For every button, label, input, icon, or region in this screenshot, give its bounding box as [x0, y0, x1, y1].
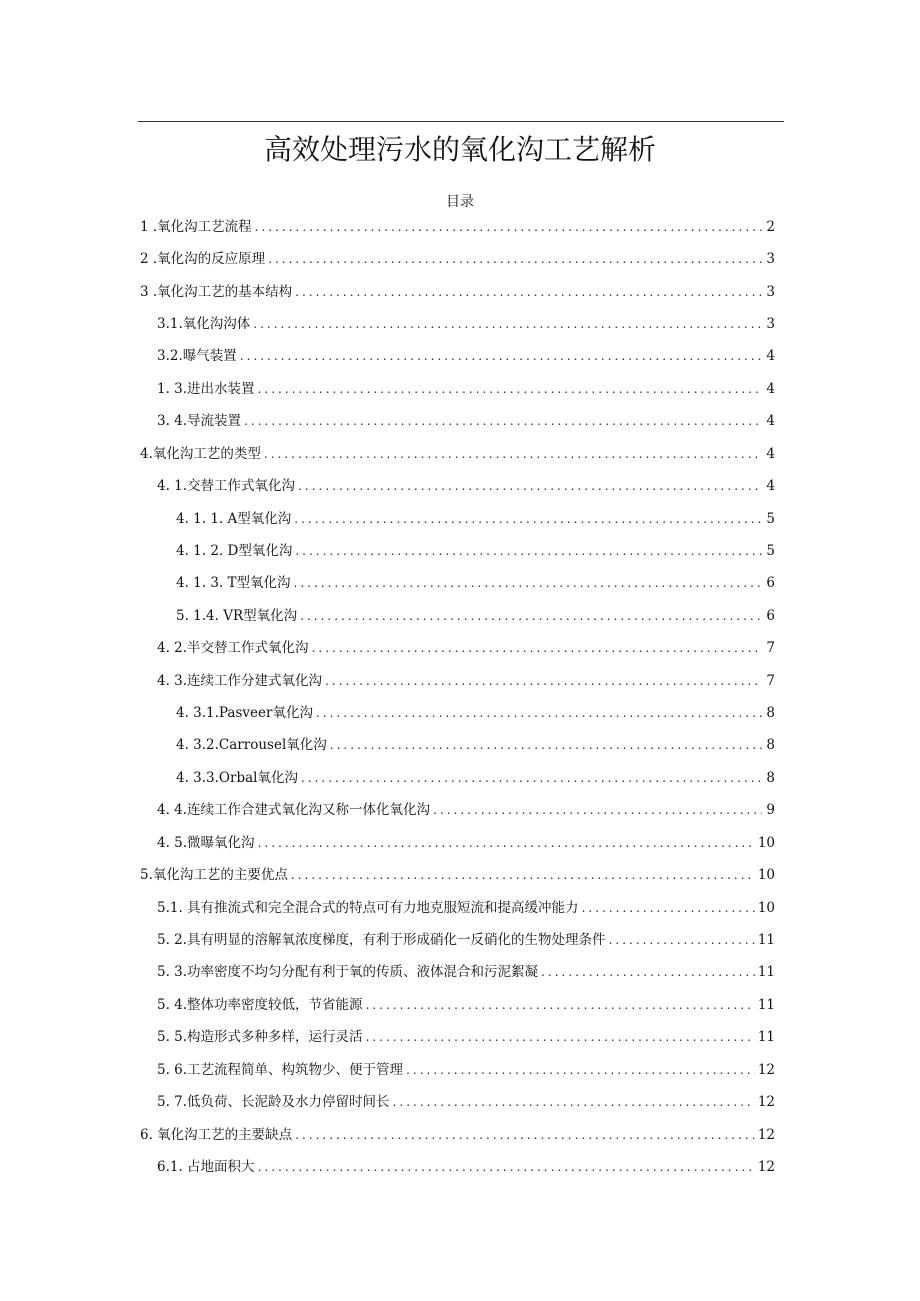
toc-entry-label: 4. 2.半交替工作式氧化沟 [157, 640, 309, 656]
toc-entry[interactable] [140, 863, 775, 887]
toc-entry-label: 4. 1. 1. A型氧化沟 [176, 511, 292, 527]
toc-entry-page: 9 [766, 802, 775, 818]
toc-entry-page: 4 [766, 348, 775, 364]
toc-leader-dots [295, 539, 762, 563]
toc-entry-page: 12 [757, 1127, 775, 1143]
toc-entry-page: 4 [766, 413, 775, 429]
toc-entry-page: 8 [766, 737, 775, 753]
toc-entry[interactable] [157, 831, 775, 855]
toc-entry-page: 12 [757, 1062, 775, 1078]
toc-entry[interactable] [157, 636, 775, 660]
toc-entry-label: 4. 1. 2. D型氧化沟 [176, 543, 293, 559]
header-rule [138, 121, 784, 122]
toc-entry-label: 4. 1.交替工作式氧化沟 [157, 478, 296, 494]
toc-entry-label: 3.1.氧化沟沟体 [157, 316, 251, 332]
toc-leader-dots [264, 442, 762, 466]
toc-entry-page: 3 [766, 251, 775, 267]
toc-entry[interactable] [140, 215, 775, 239]
toc-leader-dots [316, 701, 762, 725]
toc-entry-label: 2 .氧化沟的反应原理 [140, 251, 266, 267]
toc-entry[interactable] [157, 312, 775, 336]
toc-entry-page: 4 [766, 381, 775, 397]
toc-entry[interactable] [157, 409, 775, 433]
toc-leader-dots [294, 571, 762, 595]
toc-entry-label: 1. 3.进出水装置 [157, 381, 255, 397]
toc-leader-dots [258, 377, 762, 401]
toc-entry-page: 10 [757, 835, 775, 851]
toc-leader-dots [253, 312, 762, 336]
toc-entry[interactable] [140, 442, 775, 466]
toc-entry-label: 5. 3.功率密度不均匀分配有利于氧的传质、液体混合和污泥絮凝 [157, 964, 539, 980]
toc-entry-page: 12 [757, 1159, 775, 1175]
toc-entry[interactable] [176, 733, 775, 757]
toc-entry-label: 5.氧化沟工艺的主要优点 [140, 867, 288, 883]
toc-entry-page: 11 [757, 964, 775, 980]
toc-entry-label: 5. 6.工艺流程简单、构筑物少、便于管理 [157, 1062, 404, 1078]
toc-leader-dots [295, 1123, 755, 1147]
toc-entry-label: 5. 2.具有明显的溶解氧浓度梯度，有利于形成硝化一反硝化的生物处理条件 [157, 932, 606, 948]
toc-leader-dots [291, 863, 755, 887]
toc-leader-dots [541, 960, 755, 984]
toc-entry[interactable] [157, 669, 775, 693]
toc-leader-dots [268, 247, 762, 271]
toc-entry-label: 5. 4.整体功率密度较低，节省能源 [157, 997, 363, 1013]
toc-leader-dots [330, 733, 762, 757]
toc-entry[interactable] [140, 280, 775, 304]
toc-leader-dots [609, 928, 755, 952]
toc-entry[interactable] [176, 571, 775, 595]
toc-leader-dots [258, 831, 755, 855]
toc-leader-dots [300, 604, 762, 628]
toc-heading: 目录 [446, 194, 474, 210]
toc-leader-dots [240, 344, 762, 368]
toc-leader-dots [366, 1025, 755, 1049]
toc-leader-dots [255, 215, 762, 239]
toc-leader-dots [258, 1155, 755, 1179]
toc-entry-page: 6 [766, 608, 775, 624]
toc-entry-page: 11 [757, 997, 775, 1013]
toc-entry-page: 10 [757, 900, 775, 916]
toc-entry[interactable] [157, 896, 775, 920]
toc-entry[interactable] [176, 507, 775, 531]
toc-entry-page: 2 [766, 219, 775, 235]
toc-entry-label: 4.氧化沟工艺的类型 [140, 446, 261, 462]
toc-entry[interactable] [176, 766, 775, 790]
toc-entry[interactable] [176, 604, 775, 628]
toc-entry-page: 5 [766, 543, 775, 559]
toc-entry[interactable] [157, 928, 775, 952]
toc-entry[interactable] [176, 539, 775, 563]
toc-leader-dots [366, 993, 755, 1017]
toc-entry-label: 4. 3.2.Carrousel氧化沟 [176, 737, 327, 753]
toc-leader-dots [325, 669, 762, 693]
toc-entry-label: 4. 3.3.Orbal氧化沟 [176, 770, 298, 786]
toc-entry-page: 7 [766, 640, 775, 656]
toc-entry-label: 4. 5.微曝氧化沟 [157, 835, 255, 851]
toc-entry-page: 3 [766, 316, 775, 332]
toc-leader-dots [312, 636, 762, 660]
toc-entry-label: 4. 1. 3. T型氧化沟 [176, 575, 291, 591]
toc-leader-dots [244, 409, 762, 433]
toc-entry-label: 3.2.曝气装置 [157, 348, 237, 364]
toc-leader-dots [393, 1090, 755, 1114]
toc-entry-page: 4 [766, 446, 775, 462]
toc-entry[interactable] [157, 1155, 775, 1179]
toc-entry[interactable] [176, 701, 775, 725]
toc-entry[interactable] [157, 377, 775, 401]
toc-entry[interactable] [157, 1025, 775, 1049]
toc-entry-page: 11 [757, 932, 775, 948]
toc-leader-dots [298, 474, 762, 498]
toc-entry-label: 3 .氧化沟工艺的基本结构 [140, 284, 293, 300]
document-title: 高效处理污水的氧化沟工艺解析 [263, 133, 656, 166]
toc-entry-label: 1 .氧化沟工艺流程 [140, 219, 252, 235]
toc-entry[interactable] [157, 474, 775, 498]
toc-entry-label: 4. 4.连续工作合建式氧化沟又称一体化氧化沟 [157, 802, 431, 818]
toc-entry-label: 4. 3.1.Pasveer氧化沟 [176, 705, 313, 721]
toc-leader-dots [295, 280, 762, 304]
toc-entry-page: 12 [757, 1094, 775, 1110]
toc-entry-page: 3 [766, 284, 775, 300]
toc-entry-page: 11 [757, 1029, 775, 1045]
toc-entry-page: 8 [766, 705, 775, 721]
toc-entry[interactable] [157, 1058, 775, 1082]
toc-entry-page: 7 [766, 673, 775, 689]
toc-entry[interactable] [140, 1123, 775, 1147]
toc-entry-label: 5. 7.低负荷、长泥龄及水力停留时间长 [157, 1094, 390, 1110]
toc-entry-page: 4 [766, 478, 775, 494]
toc-leader-dots [433, 798, 762, 822]
toc-entry-page: 10 [757, 867, 775, 883]
toc-entry[interactable] [140, 247, 775, 271]
toc-entry[interactable] [157, 993, 775, 1017]
toc-leader-dots [582, 896, 755, 920]
toc-entry[interactable] [157, 1090, 775, 1114]
toc-entry-page: 8 [766, 770, 775, 786]
toc-entry-label: 5. 1.4. VR型氧化沟 [176, 608, 298, 624]
toc-entry[interactable] [157, 960, 775, 984]
toc-entry-page: 6 [766, 575, 775, 591]
toc-entry-label: 5.1. 具有推流式和完全混合式的特点可有力地克服短流和提高缓冲能力 [157, 900, 579, 916]
toc-entry-label: 3. 4.导流装置 [157, 413, 242, 429]
toc-entry-label: 6. 氧化沟工艺的主要缺点 [140, 1127, 293, 1143]
toc-leader-dots [301, 766, 762, 790]
toc-leader-dots [406, 1058, 755, 1082]
toc-entry[interactable] [157, 344, 775, 368]
toc-entry-label: 5. 5.构造形式多种多样，运行灵活 [157, 1029, 363, 1045]
toc-entry[interactable] [157, 798, 775, 822]
toc-entry-page: 5 [766, 511, 775, 527]
toc-entry-label: 4. 3.连续工作分建式氧化沟 [157, 673, 323, 689]
toc-entry-label: 6.1. 占地面积大 [157, 1159, 255, 1175]
toc-leader-dots [294, 507, 762, 531]
